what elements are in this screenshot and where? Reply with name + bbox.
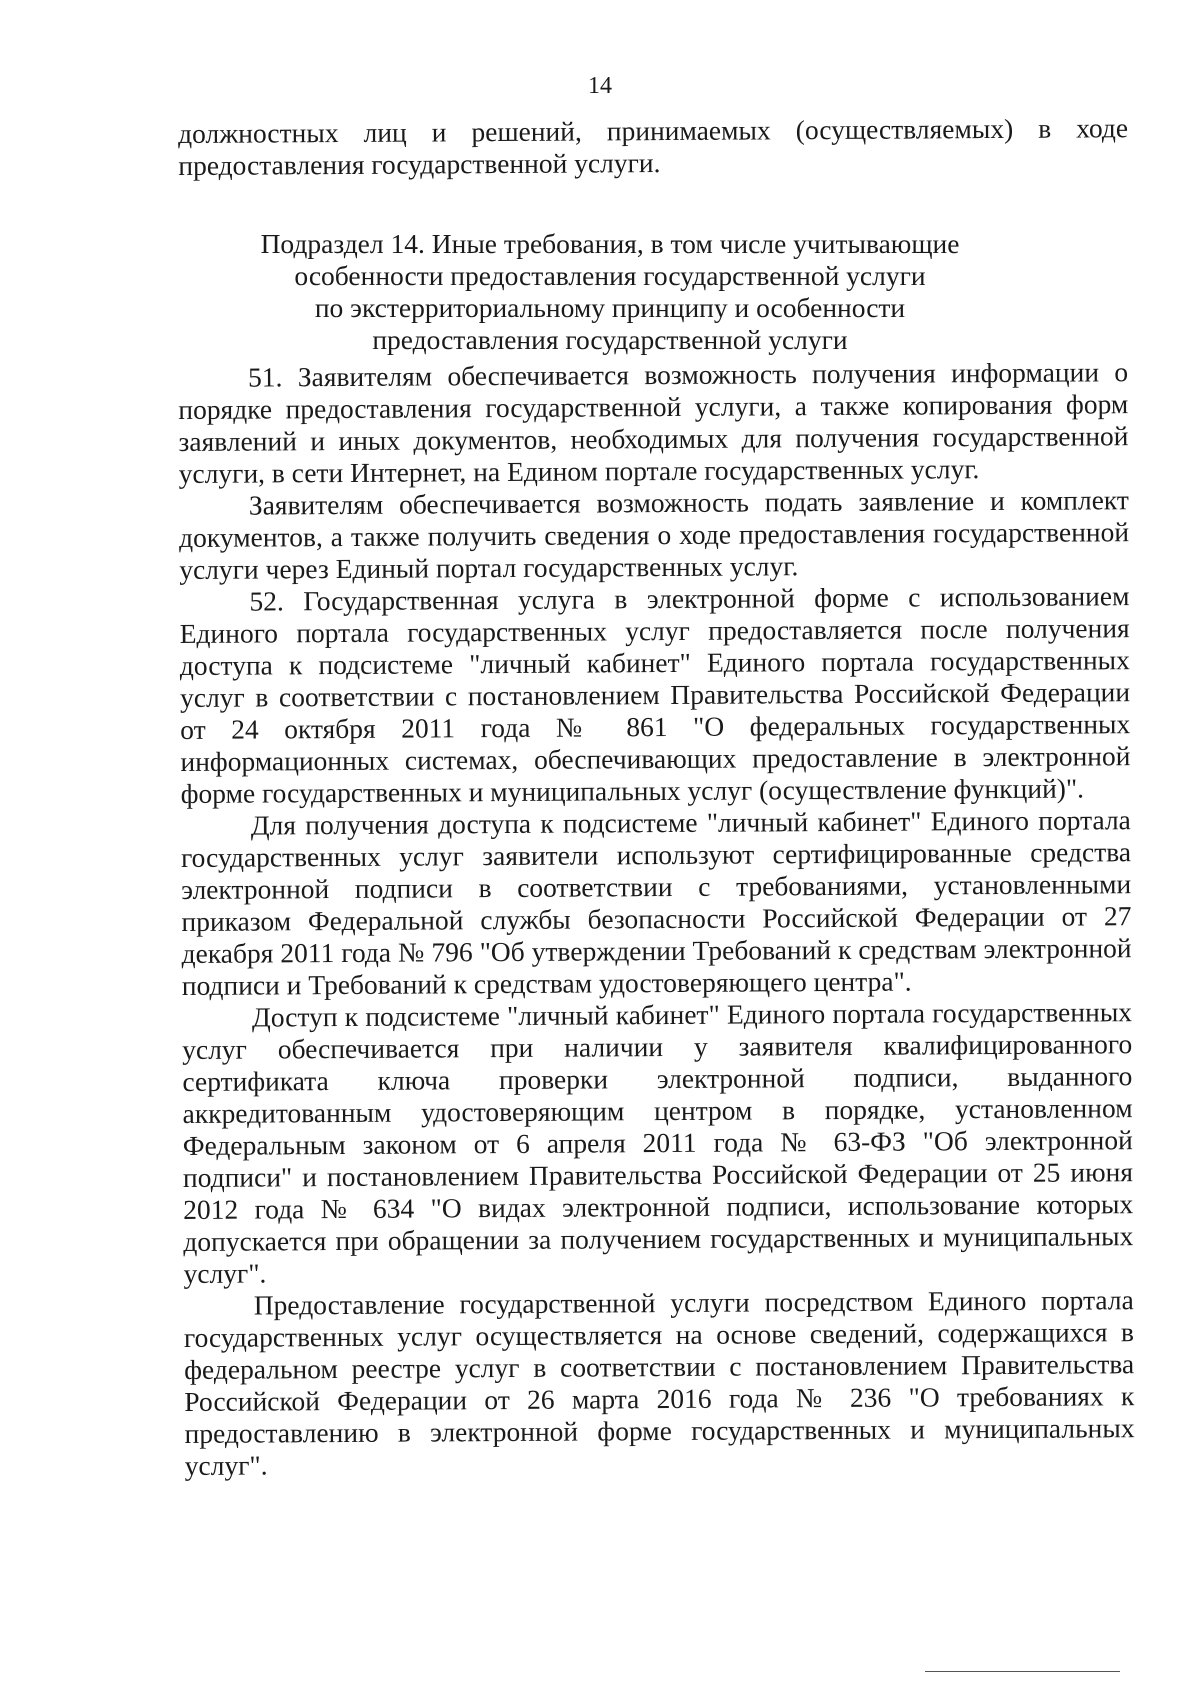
- paragraph-52-third: Доступ к подсистеме "личный кабинет" Единого портала государственных услуг обеспечивается при наличии у заявителя квалифицированного сертификата ключа проверки электронной подписи, выданного аккредитованным удостоверяющим центром в порядке, установленном Федеральным законом от 6 апреля 2011 года № 63-ФЗ "Об электронной подписи" и постановлением Правительства Российской Федерации от 25 июня 2012 года № 634 "О видах электронной подписи, использование которых допускается при обращении за получением государственных и муниципальных услуг".: [182, 996, 1134, 1289]
- intro-paragraph: должностных лиц и решений, принимаемых (осуществляемых) в ходе предоставления государственной услуги.: [178, 112, 1129, 181]
- intro-block: [178, 112, 1128, 182]
- paragraph-51-second: Заявителям обеспечивается возможность подать заявление и комплект документов, а также получить сведения о ходе предоставления государственной услуги через Единый портал государственных услуг.: [178, 484, 1130, 585]
- paragraph-52-second: Для получения доступа к подсистеме "личный кабинет" Единого портала государственных услуг заявители используют сертифицированные средства электронной подписи в соответствии с требованиями, установленными приказом Федеральной службы безопасности Российской Федерации от 27 декабря 2011 года № 796 "Об утверждении Требований к средствам электронной подписи и Требований к средствам удостоверяющего центра".: [180, 804, 1132, 1001]
- footer-rule: [925, 1671, 1120, 1672]
- main-text: [178, 356, 1135, 1482]
- paragraph-51: 51. Заявителям обеспечивается возможность получения информации о порядке предоставления государственной услуги, а также копирования форм заявлений и иных документов, необходимых для получения государственной услуги, в сети Интернет, на Едином портале государственных услуг.: [178, 356, 1129, 489]
- heading-line-2: особенности предоставления государственной услуги: [294, 260, 926, 291]
- page-number: 14: [588, 73, 612, 99]
- paragraph-52: 52. Государственная услуга в электронной форме с использованием Единого портала государственных услуг предоставляется после получения доступа к подсистеме "личный кабинет" Единого портала государственных услуг в соответствии с постановлением Правительства Российской Федерации от 24 октября 2011 года № 861 "О федеральных государственных информационных системах, обеспечивающих предоставление в электронной форме государственных и муниципальных услуг (осуществление функций)".: [179, 580, 1131, 809]
- paragraph-52-fourth: Предоставление государственной услуги посредством Единого портала государственных услуг осуществляется на основе сведений, содержащихся в федеральном реестре услуг в соответствии с постановлением Правительства Российской Федерации от 26 марта 2016 года № 236 "О требованиях к предоставлению в электронной форме государственных и муниципальных услуг".: [183, 1284, 1135, 1481]
- heading-line-4: предоставления государственной услуги: [372, 324, 848, 355]
- section-heading: [200, 228, 1020, 356]
- heading-line-3: по экстерриториальному принципу и особенности: [314, 292, 906, 323]
- heading-line-1: Подраздел 14. Иные требования, в том числе учитывающие: [260, 228, 960, 259]
